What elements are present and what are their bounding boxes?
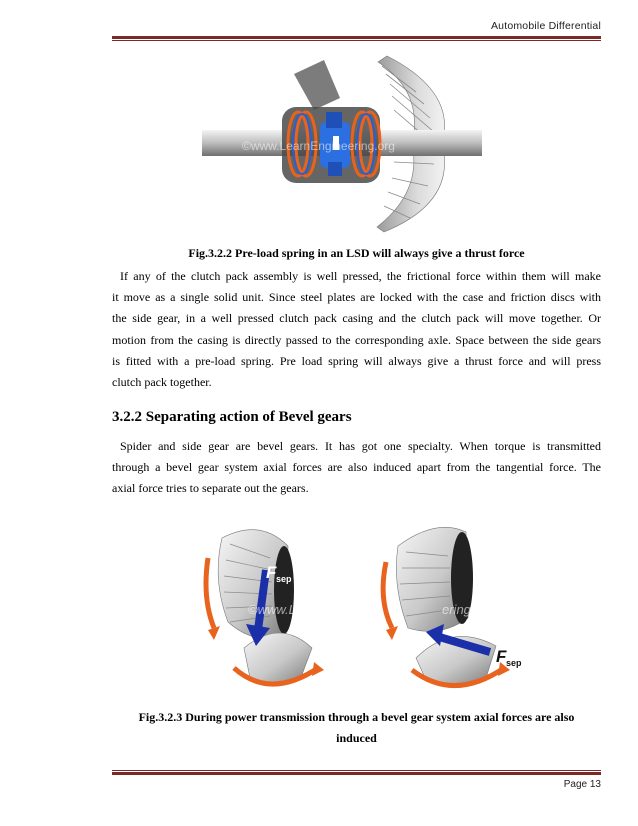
figure2-caption xyxy=(112,707,601,749)
bevel-gear-right xyxy=(383,527,522,685)
bevel-gear-figure xyxy=(200,518,530,696)
footer-rule xyxy=(112,770,601,775)
paragraph-clutch-pack xyxy=(112,266,601,393)
force-sub-left: sep xyxy=(276,574,292,584)
para1-line: motion from the casing is directly passed to the corresponding axle. Space between the side gears xyxy=(112,332,601,347)
page-number: Page 13 xyxy=(563,779,601,790)
para1-line: clutch pack together. xyxy=(112,375,212,390)
para1-line: the side gear, in a well pressed clutch pack casing and the clutch pack will move together. Or xyxy=(112,311,601,326)
force-label-right: F xyxy=(496,647,507,666)
para1-line: is fitted with a pre-load spring. Pre load spring will always give a thrust force and will press xyxy=(112,353,601,368)
header-title: Automobile Differential xyxy=(490,20,601,32)
para1-line: it move as a single solid unit. Since steel plates are locked with the case and friction discs with xyxy=(112,290,601,305)
paragraph-bevel-gears xyxy=(112,436,601,500)
force-label-left: F xyxy=(266,563,277,582)
force-sub-right: sep xyxy=(506,658,522,668)
figure2-caption-line1: Fig.3.2.3 During power transmission through a bevel gear system axial forces are also xyxy=(138,710,575,724)
para2-line: through a bevel gear system axial forces are also induced apart from the tangential force. The xyxy=(112,460,601,475)
figure2-watermark-right: ering.org xyxy=(442,602,494,617)
figure1-caption: Fig.3.2.2 Pre-load spring in an LSD will always give a thrust force xyxy=(188,246,525,260)
bevel-gear-left xyxy=(206,530,338,684)
para1-line: If any of the clutch pack assembly is well pressed, the frictional force within them will make xyxy=(120,269,601,283)
para2-line: Spider and side gear are bevel gears. It has got one specialty. When torque is transmitted xyxy=(120,439,601,453)
section-heading: 3.2.2 Separating action of Bevel gears xyxy=(112,409,352,425)
figure2-watermark-left: ©www.LearnEn xyxy=(248,602,338,617)
lsd-figure xyxy=(202,52,482,235)
header-rule xyxy=(112,36,601,41)
figure2-caption-line2: induced xyxy=(336,731,377,745)
para2-line: axial force tries to separate out the gears. xyxy=(112,481,309,496)
figure1-watermark: ©www.LearnEngineering.org xyxy=(242,139,395,153)
